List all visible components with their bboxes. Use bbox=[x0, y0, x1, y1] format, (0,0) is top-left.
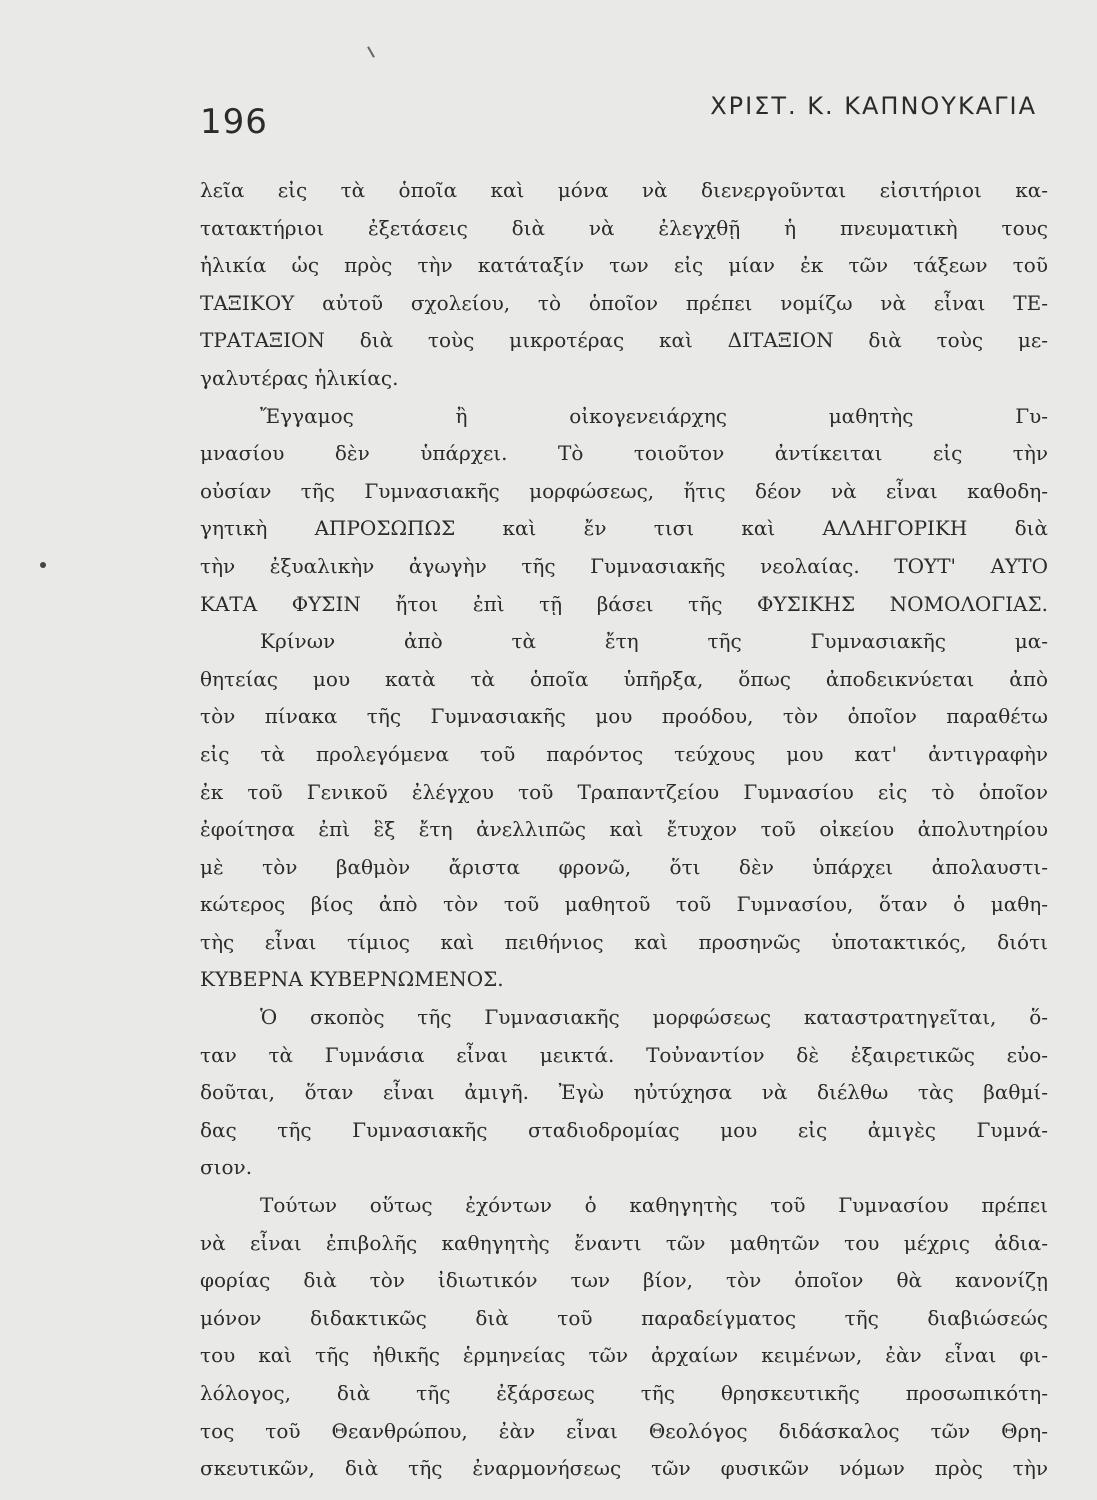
scan-dot bbox=[40, 562, 46, 568]
text-line: ἐκ τοῦ Γενικοῦ ἐλέγχου τοῦ Τραπαντζείου Γυμνασίου εἰς τὸ ὁποῖον bbox=[200, 779, 1048, 804]
body-text bbox=[200, 172, 1048, 1488]
text-line: μὲ τὸν βαθμὸν ἄριστα φρονῶ, ὅτι δὲν ὑπάρχει ἀπολαυστι- bbox=[200, 854, 1048, 879]
text-line: λόλογος, διὰ τῆς ἐξάρσεως τῆς θρησκευτικῆς προσωπικότη- bbox=[200, 1381, 1048, 1405]
text-line: τὸν πίνακα τῆς Γυμνασιακῆς μου προόδου, τὸν ὁποῖον παραθέτω bbox=[200, 704, 1048, 729]
text-line: ἡλικία ὡς πρὸς τὴν κατάταξίν των εἰς μίαν ἐκ τῶν τάξεων τοῦ bbox=[200, 253, 1048, 278]
text-line: εἰς τὰ προλεγόμενα τοῦ παρόντος τεύχους μου κατ' ἀντιγραφὴν bbox=[200, 741, 1048, 766]
text-line: φορίας διὰ τὸν ἰδιωτικόν των βίον, τὸν ὁποῖον θὰ κανονίζῃ bbox=[200, 1268, 1048, 1293]
text-line: σιον. bbox=[200, 1155, 253, 1180]
text-line: ΤΡΑΤΑΞΙΟΝ διὰ τοὺς μικροτέρας καὶ ΔΙΤΑΞΙΟΝ διὰ τοὺς με- bbox=[200, 328, 1048, 353]
text-line: ΤΑΞΙΚΟΥ αὐτοῦ σχολείου, τὸ ὁποῖον πρέπει νομίζω νὰ εἶναι ΤΕ- bbox=[200, 290, 1048, 315]
page-header bbox=[200, 92, 1037, 152]
text-line: Ὁ σκοπὸς τῆς Γυμνασιακῆς μορφώσεως καταστρατηγεῖται, ὅ- bbox=[260, 1005, 1048, 1030]
text-line: δας τῆς Γυμνασιακῆς σταδιοδρομίας μου εἰς ἀμιγὲς Γυμνά- bbox=[200, 1117, 1048, 1142]
text-line: σκευτικῶν, διὰ τῆς ἐναρμονήσεως τῶν φυσικῶν νόμων πρὸς τὴν bbox=[200, 1456, 1048, 1481]
text-line: ἐφοίτησα ἐπὶ ἓξ ἔτη ἀνελλιπῶς καὶ ἔτυχον τοῦ οἰκείου ἀπολυτηρίου bbox=[200, 817, 1048, 842]
text-line: τος τοῦ Θεανθρώπου, ἐὰν εἶναι Θεολόγος διδάσκαλος τῶν Θρη- bbox=[200, 1418, 1048, 1443]
text-line: νὰ εἶναι ἐπιβολῆς καθηγητὴς ἔναντι τῶν μαθητῶν του μέχρις ἀδια- bbox=[200, 1230, 1048, 1255]
text-line: λεῖα εἰς τὰ ὁποῖα καὶ μόνα νὰ διενεργοῦνται εἰσιτήριοι κα- bbox=[200, 178, 1048, 202]
scan-mark bbox=[367, 46, 375, 57]
running-head: ΧΡΙΣΤ. Κ. ΚΑΠΝΟΥΚΑΓΙΑ bbox=[710, 92, 1037, 120]
text-line: γητικὴ ΑΠΡΟΣΩΠΩΣ καὶ ἔν τισι καὶ ΑΛΛΗΓΟΡΙΚΗ διὰ bbox=[200, 516, 1048, 541]
text-line: Κρίνων ἀπὸ τὰ ἔτη τῆς Γυμνασιακῆς μα- bbox=[260, 629, 1048, 654]
text-line: Τούτων οὕτως ἐχόντων ὁ καθηγητὴς τοῦ Γυμνασίου πρέπει bbox=[260, 1193, 1048, 1218]
text-line: γαλυτέρας ἡλικίας. bbox=[200, 365, 399, 390]
text-line: οὐσίαν τῆς Γυμνασιακῆς μορφώσεως, ἥτις δέον νὰ εἶναι καθοδη- bbox=[200, 478, 1048, 503]
text-line: Ἔγγαμος ἢ οἰκογενειάρχης μαθητὴς Γυ- bbox=[260, 403, 1048, 428]
text-line: τατακτήριοι ἐξετάσεις διὰ νὰ ἐλεγχθῇ ἡ πνευματικὴ τους bbox=[200, 215, 1048, 240]
text-line: μνασίου δὲν ὑπάρχει. Τὸ τοιοῦτον ἀντίκειται εἰς τὴν bbox=[200, 441, 1048, 466]
text-line: τὴν ἐξυαλικὴν ἀγωγὴν τῆς Γυμνασιακῆς νεολαίας. ΤΟΥΤ' ΑΥΤΟ bbox=[200, 553, 1048, 578]
text-line: κώτερος βίος ἀπὸ τὸν τοῦ μαθητοῦ τοῦ Γυμνασίου, ὅταν ὁ μαθη- bbox=[200, 892, 1048, 917]
text-line: δοῦται, ὅταν εἶναι ἀμιγῆ. Ἐγὼ ηὐτύχησα νὰ διέλθω τὰς βαθμί- bbox=[200, 1080, 1048, 1105]
page-number: 196 bbox=[200, 102, 268, 142]
text-line: τὴς εἶναι τίμιος καὶ πειθήνιος καὶ προσηνῶς ὑποτακτικός, διότι bbox=[200, 929, 1048, 954]
text-line: ΚΥΒΕΡΝΑ ΚΥΒΕΡΝΩΜΕΝΟΣ. bbox=[200, 967, 504, 992]
text-line: ΚΑΤΑ ΦΥΣΙΝ ἤτοι ἐπὶ τῇ βάσει τῆς ΦΥΣΙΚΗΣ ΝΟΜΟΛΟΓΙΑΣ. bbox=[200, 591, 1048, 616]
text-line: μόνον διδακτικῶς διὰ τοῦ παραδείγματος τῆς διαβιώσεώς bbox=[200, 1305, 1048, 1330]
text-line: του καὶ τῆς ἠθικῆς ἑρμηνείας τῶν ἀρχαίων κειμένων, ἐὰν εἶναι φι- bbox=[200, 1343, 1048, 1368]
text-line: ταν τὰ Γυμνάσια εἶναι μεικτά. Τοὐναντίον δὲ ἐξαιρετικῶς εὐο- bbox=[200, 1042, 1048, 1067]
text-line: θητείας μου κατὰ τὰ ὁποῖα ὑπῆρξα, ὅπως ἀποδεικνύεται ἀπὸ bbox=[200, 666, 1048, 691]
